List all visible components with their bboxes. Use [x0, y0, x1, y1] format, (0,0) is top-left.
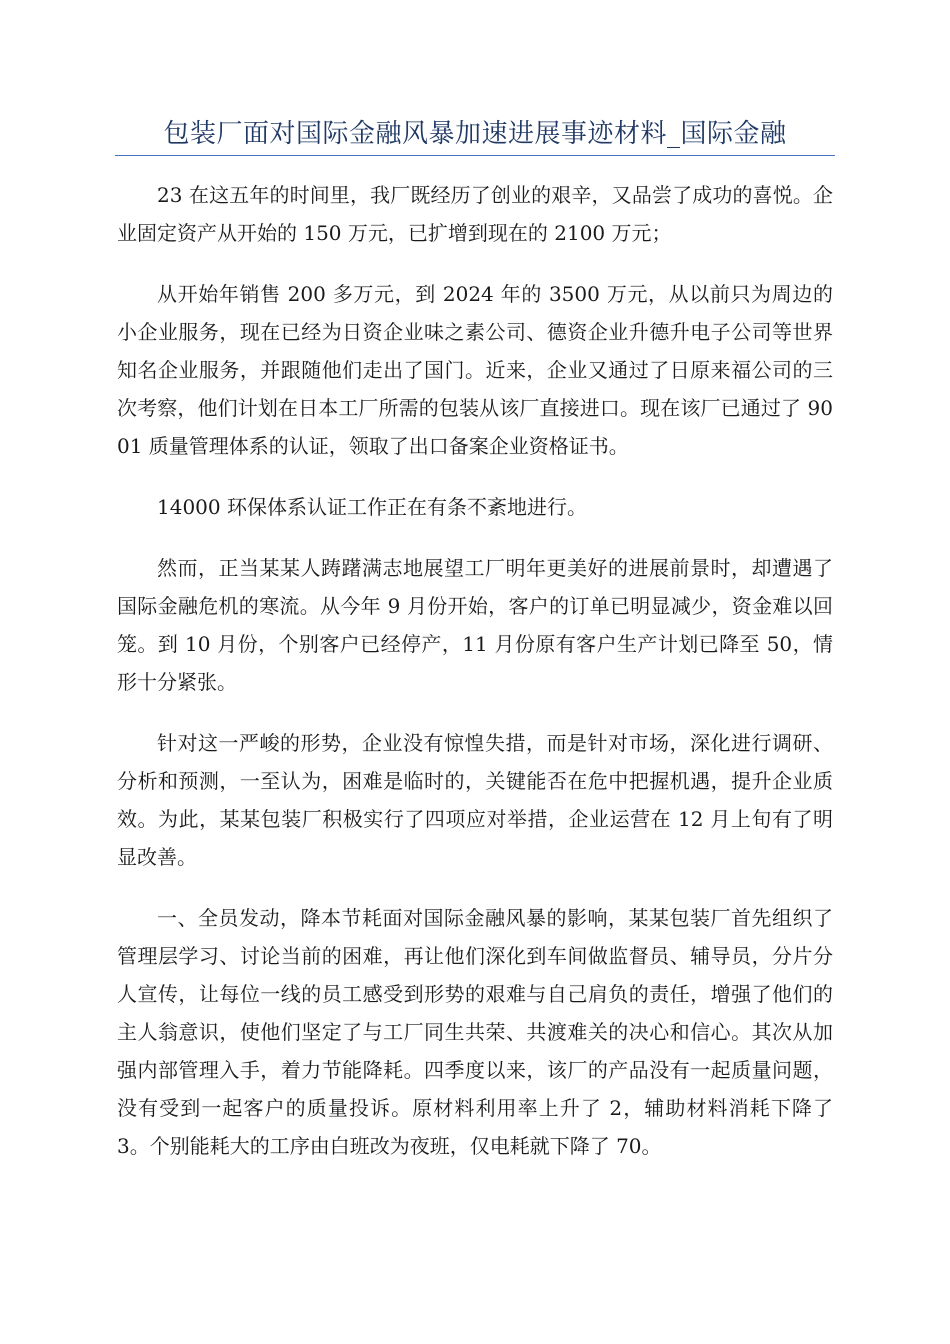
document-body	[117, 176, 833, 1188]
document-title: 包装厂面对国际金融风暴加速进展事迹材料_国际金融	[163, 119, 787, 149]
paragraph-4: 然而，正当某某人踌躇满志地展望工厂明年更美好的进展前景时，却遭遇了国际金融危机的寒流。从今年 9 月份开始，客户的订单已明显减少，资金难以回笼。到 10 月份，个别客户已经停产，11 月份原有客户生产计划已降至 50，情形十分紧张。	[117, 556, 833, 694]
paragraph-3: 14000 环保体系认证工作正在有条不紊地进行。	[157, 495, 587, 519]
paragraph-5: 针对这一严峻的形势，企业没有惊惶失措，而是针对市场，深化进行调研、分析和预测，一至认为，困难是临时的，关键能否在危中把握机遇，提升企业质效。为此，某某包装厂积极实行了四项应对举措，企业运营在 12 月上旬有了明显改善。	[117, 731, 833, 869]
paragraph-1: 23 在这五年的时间里，我厂既经历了创业的艰辛，又品尝了成功的喜悦。企业固定资产从开始的 150 万元，已扩增到现在的 2100 万元；	[117, 183, 833, 245]
title-underline	[115, 155, 835, 156]
paragraph-2: 从开始年销售 200 多万元，到 2024 年的 3500 万元，从以前只为周边的小企业服务，现在已经为日资企业味之素公司、德资企业升德升电子公司等世界知名企业服务，并跟随他们走出了国门。近来，企业又通过了日原来福公司的三次考察，他们计划在日本工厂所需的包装从该厂直接进口。现在该厂已通过了 9001 质量管理体系的认证，领取了出口备案企业资格证书。	[117, 282, 833, 458]
paragraph-6: 一、全员发动，降本节耗面对国际金融风暴的影响，某某包装厂首先组织了管理层学习、讨论当前的困难，再让他们深化到车间做监督员、辅导员，分片分人宣传，让每位一线的员工感受到形势的艰难与自己肩负的责任，增强了他们的主人翁意识，使他们坚定了与工厂同生共荣、共渡难关的决心和信心。其次从加强内部管理入手，着力节能降耗。四季度以来，该厂的产品没有一起质量问题，没有受到一起客户的质量投诉。原材料利用率上升了 2，辅助材料消耗下降了 3。个别能耗大的工序由白班改为夜班，仅电耗就下降了 70。	[117, 906, 833, 1158]
